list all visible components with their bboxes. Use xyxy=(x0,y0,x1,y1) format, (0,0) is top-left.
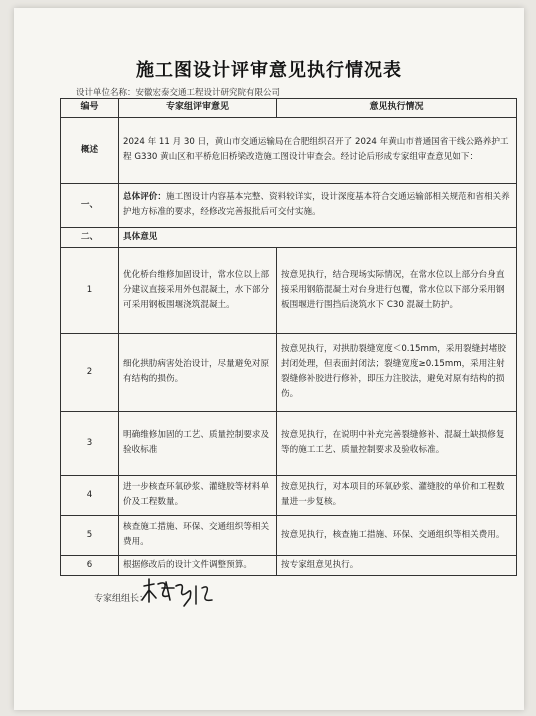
header-no: 编号 xyxy=(61,99,119,118)
table-row xyxy=(61,555,517,575)
table-row xyxy=(61,515,517,555)
section-1-no: 一、 xyxy=(61,183,119,227)
item-execution: 按意见执行，对拱肋裂缝宽度＜0.15mm，采用裂缝封堵胶封闭处理，但表面封闭法；裂缝宽度≥0.15mm，采用注射裂缝修补胶进行修补，即压力注胶法，避免对原有结构的损伤。 xyxy=(277,333,517,411)
design-unit-line: 设计单位名称：安徽宏泰交通工程设计研究院有限公司 xyxy=(76,88,281,98)
item-no: 5 xyxy=(61,515,119,555)
overview-text: 2024 年 11 月 30 日，黄山市交通运输局在合肥组织召开了 2024 年黄山市普通国省干线公路养护工程 G330 黄山区和平桥危旧桥梁改造施工图设计审查会。经讨论后形成专家组审查意见如下： xyxy=(119,117,517,183)
header-execution: 意见执行情况 xyxy=(277,99,517,118)
section-2-no: 二、 xyxy=(61,227,119,247)
overview-row xyxy=(61,117,517,183)
section-1-row xyxy=(61,183,517,227)
item-opinion: 根据修改后的设计文件调整预算。 xyxy=(119,555,277,575)
document-page xyxy=(14,8,524,710)
handwritten-signature xyxy=(138,576,218,612)
signature-label: 专家组组长： xyxy=(94,594,149,604)
overview-label: 概述 xyxy=(61,117,119,183)
section-1-text: 施工图设计内容基本完整、资料较详实，设计深度基本符合交通运输部相关规范和省相关养护地方标准的要求，经修改完善报批后可交付实施。 xyxy=(123,192,510,218)
item-opinion: 进一步核查环氧砂浆、灌缝胶等材料单价及工程数量。 xyxy=(119,475,277,515)
section-2-label: 具体意见 xyxy=(119,227,517,247)
item-no: 1 xyxy=(61,247,119,333)
item-no: 4 xyxy=(61,475,119,515)
item-no: 6 xyxy=(61,555,119,575)
table-row xyxy=(61,333,517,411)
item-no: 3 xyxy=(61,411,119,475)
table-row xyxy=(61,247,517,333)
document-title: 施工图设计评审意见执行情况表 xyxy=(136,60,402,81)
item-execution: 按专家组意见执行。 xyxy=(277,555,517,575)
section-1-content xyxy=(119,183,517,227)
item-opinion: 细化拱肋病害处治设计，尽量避免对原有结构的损伤。 xyxy=(119,333,277,411)
item-execution: 按意见执行，核查施工措施、环保、交通组织等相关费用。 xyxy=(277,515,517,555)
table-row xyxy=(61,475,517,515)
item-execution: 按意见执行，在说明中补充完善裂缝修补、混凝土缺损修复等的施工工艺、质量控制要求及验收标准。 xyxy=(277,411,517,475)
review-table xyxy=(60,98,517,576)
item-no: 2 xyxy=(61,333,119,411)
item-opinion: 核查施工措施、环保、交通组织等相关费用。 xyxy=(119,515,277,555)
item-execution: 按意见执行，对本项目的环氧砂浆、灌缝胶的单价和工程数量进一步复核。 xyxy=(277,475,517,515)
item-opinion: 优化桥台维修加固设计，常水位以上部分建议直接采用外包混凝土，水下部分可采用钢板围堰浇筑混凝土。 xyxy=(119,247,277,333)
item-execution: 按意见执行，结合现场实际情况，在常水位以上部分台身直接采用钢筋混凝土对台身进行包覆，常水位以下部分采用钢板围堰进行围挡后浇筑水下 C30 混凝土防护。 xyxy=(277,247,517,333)
table-row xyxy=(61,411,517,475)
section-1-label: 总体评价： xyxy=(123,192,166,203)
section-2-row xyxy=(61,227,517,247)
table-header-row xyxy=(61,99,517,118)
item-opinion: 明确维修加固的工艺、质量控制要求及验收标准 xyxy=(119,411,277,475)
header-opinion: 专家组评审意见 xyxy=(119,99,277,118)
